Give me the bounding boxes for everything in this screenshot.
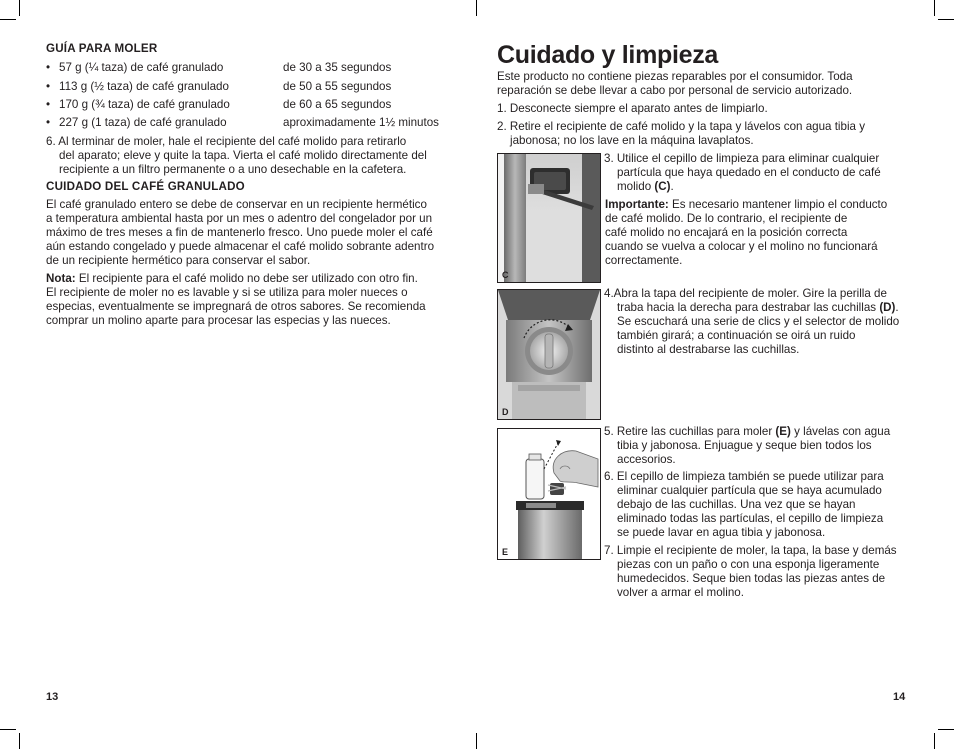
crop-mark-bottom-right-h xyxy=(938,729,954,730)
list-item xyxy=(46,98,466,112)
grind-time: de 60 a 65 segundos xyxy=(283,98,392,111)
text-line: volver a armar el molino. xyxy=(617,586,744,599)
figure-label-c: C xyxy=(502,270,509,280)
figure-e xyxy=(497,428,601,560)
grind-time: aproximadamente 1½ minutos xyxy=(283,116,439,129)
text-line: café molido no encajará en la posición correcta xyxy=(605,226,848,239)
crop-mark-top-right-v xyxy=(934,0,935,16)
bullet: • xyxy=(46,80,51,93)
list-item xyxy=(46,61,466,75)
text-line: 4.Abra la tapa del recipiente de moler. Gire la perilla de xyxy=(604,287,887,300)
page-title: Cuidado y limpieza xyxy=(497,41,719,69)
figure-label-d: D xyxy=(502,407,509,417)
text-line: del aparato; eleve y quite la tapa. Vierta el café molido directamente del xyxy=(59,149,427,162)
step-number: 5. xyxy=(604,425,614,438)
text-line: Este producto no contiene piezas reparables por el consumidor. Toda xyxy=(497,70,853,83)
grind-quantity: 113 g (½ taza) de café granulado xyxy=(59,80,229,93)
removing-blades-illustration xyxy=(498,429,600,559)
text-line: 3. Utilice el cepillo de limpieza para eliminar cualquier xyxy=(604,152,880,165)
step-number: 3. xyxy=(604,152,614,165)
grind-quantity: 227 g (1 taza) de café granulado xyxy=(59,116,227,129)
text-line: máximo de tres meses a fin de mantenerlo fresco. Uno puede moler el café xyxy=(46,226,433,239)
text-line: a temperatura ambiental hasta por un mes o adentro del congelador por un xyxy=(46,212,433,225)
step-number: 4. xyxy=(604,287,614,300)
step-7 xyxy=(604,544,914,600)
bullet: • xyxy=(46,61,51,74)
grind-quantity: 170 g (¾ taza) de café granulado xyxy=(59,98,230,111)
important-label: Importante: xyxy=(605,198,669,211)
text-line: Importante: Es necesario mantener limpio el conducto xyxy=(605,198,888,211)
text-line: distinto al destrabarse las cuchillas. xyxy=(617,343,800,356)
text-line: 6. Al terminar de moler, hale el recipiente del café molido para retirarlo xyxy=(46,135,407,148)
text-line: reparación se debe llevar a cabo por personal de servicio autorizado. xyxy=(497,84,853,97)
step-3 xyxy=(604,152,909,194)
text-line: humedecidos. Seque bien todas las piezas antes de xyxy=(617,572,886,585)
text-line: cuando se vuelva a colocar y el molino no funcionará xyxy=(605,240,878,253)
step-2 xyxy=(497,120,917,148)
grind-time: de 30 a 35 segundos xyxy=(283,61,392,74)
figure-d xyxy=(497,289,601,420)
brush-in-chute-illustration xyxy=(498,154,600,282)
step-4 xyxy=(604,287,909,357)
note-paragraph xyxy=(46,272,466,328)
text-line: se puede lavar en agua tibia y jabonosa. xyxy=(617,526,826,539)
text-line: El recipiente de moler no es lavable y si se utiliza para moler nueces o xyxy=(46,286,408,299)
text-line: correctamente. xyxy=(605,254,683,267)
text-line: aún estando congelado y puede almacenar el café molido sobrante adentro xyxy=(46,240,435,253)
step-6 xyxy=(604,470,909,540)
care-paragraph xyxy=(46,198,466,268)
grind-time: de 50 a 55 segundos xyxy=(283,80,392,93)
grind-guide-heading: GUÍA PARA MOLER xyxy=(46,42,158,55)
crop-mark-top-left-v xyxy=(19,0,20,16)
step-number: 6. xyxy=(604,470,614,483)
text-line: especias, eventualmente se impregnará de otros sabores. Se recomienda xyxy=(46,300,426,313)
figure-ref-c: (C) xyxy=(654,180,671,193)
text-line: Se escuchará una serie de clics y el selector de molido xyxy=(617,315,900,328)
care-heading: CUIDADO DEL CAFÉ GRANULADO xyxy=(46,180,245,193)
bullet: • xyxy=(46,98,51,111)
crop-mark-top-right-h xyxy=(938,19,954,20)
list-item xyxy=(46,116,466,130)
note-label: Nota: xyxy=(46,272,76,285)
text-line: 2. Retire el recipiente de café molido y la tapa y lávelos con agua tibia y xyxy=(497,120,865,133)
text-line: tibia y jabonosa. Enjuague y seque bien todos los xyxy=(617,439,872,452)
text-line: eliminar cualquier partícula que se haya acumulado xyxy=(617,484,882,497)
grind-quantity: 57 g (¼ taza) de café granulado xyxy=(59,61,224,74)
text-line: jabonosa; no los lave en la máquina lavaplatos. xyxy=(510,134,754,147)
crop-mark-top-center-v xyxy=(476,0,477,16)
blade-lock-knob-illustration xyxy=(498,290,600,419)
page-number-left: 13 xyxy=(46,691,59,703)
text-line: partícula que haya quedado en el conducto de café xyxy=(617,166,881,179)
page-number-right: 14 xyxy=(893,691,906,703)
figure-c xyxy=(497,153,601,283)
text-line: comprar un molino aparte para procesar las especias y las nueces. xyxy=(46,314,391,327)
figure-ref-e: (E) xyxy=(775,425,791,438)
step-5 xyxy=(604,425,909,467)
text-line: traba hacia la derecha para destrabar las cuchillas (D). xyxy=(617,301,899,314)
text-line: debajo de las cuchillas. Una vez que se hayan xyxy=(617,498,856,511)
list-item xyxy=(46,80,466,94)
crop-mark-top-left-h xyxy=(0,19,16,20)
text-line: de un recipiente hermético para conservar el sabor. xyxy=(46,254,311,267)
step-1: 1. Desconecte siempre el aparato antes de limpiarlo. xyxy=(497,102,768,115)
text-line: 7. Limpie el recipiente de moler, la tapa, la base y demás xyxy=(604,544,897,557)
bullet: • xyxy=(46,116,51,129)
text-line: El café granulado entero se debe de conservar en un recipiente hermético xyxy=(46,198,427,211)
text-line: de café molido. De lo contrario, el recipiente de xyxy=(605,212,848,225)
text-line: también girará; a continuación se oirá un ruido xyxy=(617,329,856,342)
text-line: eliminado todas las partículas, el cepillo de limpieza xyxy=(617,512,884,525)
text-line: accesorios. xyxy=(617,453,676,466)
note-text: El recipiente para el café molido no debe ser utilizado con otro fin. xyxy=(75,272,418,285)
figure-ref-d: (D) xyxy=(879,301,896,314)
text-line: 5. Retire las cuchillas para moler (E) y lávelas con agua xyxy=(604,425,891,438)
crop-mark-bottom-left-h xyxy=(0,729,16,730)
crop-mark-bottom-right-v xyxy=(934,733,935,749)
figure-label-e: E xyxy=(502,547,509,557)
crop-mark-bottom-left-v xyxy=(19,733,20,749)
intro-paragraph xyxy=(497,70,917,98)
text-line: piezas con un paño o con una esponja ligeramente xyxy=(617,558,880,571)
crop-mark-bottom-center-v xyxy=(476,733,477,749)
text-line: molido (C). xyxy=(617,180,674,193)
step-6-grinding xyxy=(46,135,466,177)
important-paragraph xyxy=(605,198,910,268)
text-line: 6. El cepillo de limpieza también se puede utilizar para xyxy=(604,470,884,483)
text-line: recipiente a un filtro permanente o a uno desechable en la cafetera. xyxy=(59,163,407,176)
text-line xyxy=(46,272,466,286)
step-number: 7. xyxy=(604,544,614,557)
